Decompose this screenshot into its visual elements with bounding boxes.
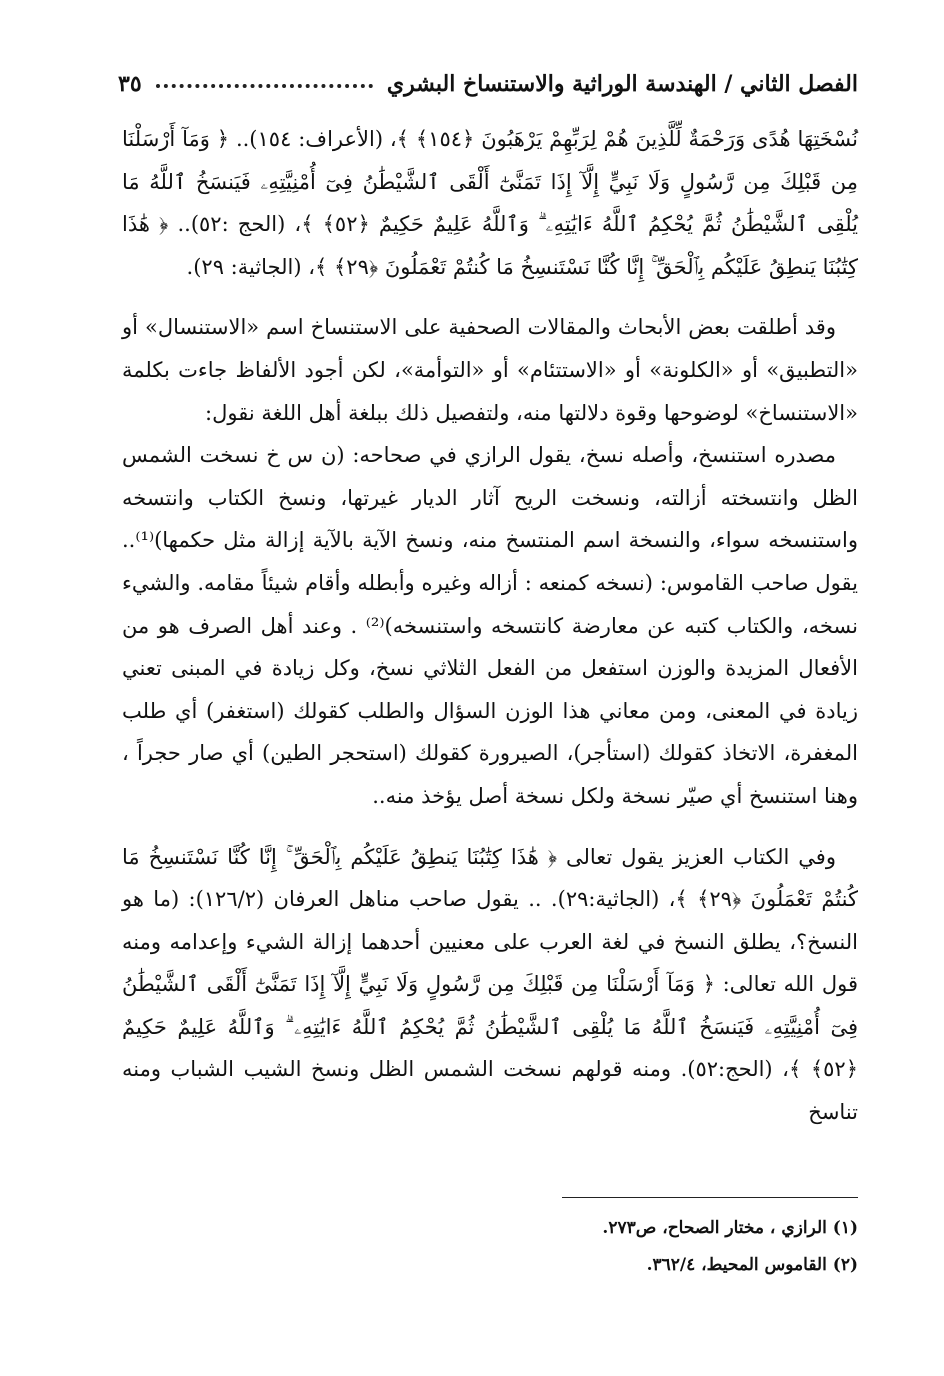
chapter-title: الفصل الثاني / الهندسة الوراثية والاستنساخ البشري (386, 71, 858, 97)
page-number: ٣٥ (118, 71, 142, 97)
paragraph-quran-usage: وفي الكتاب العزيز يقول تعالى ﴿ هَٰذَا كِتَٰبُنَا يَنطِقُ عَلَيْكُم بِٱلْحَقِّ ۚ إِنَّا كُنَّا نَسْتَنسِخُ مَا كُنتُمْ تَعْمَلُونَ ﴿٢٩﴾ ﴾، (الجاثية:٢٩). .. يقول صاحب مناهل العرفان (١٢٦/٢): (ما هو النسخ؟، يطلق النسخ في لغة العرب على معنيين أحدهما إزالة الشيء وإعدامه ومنه قول الله تعالى: ﴿ وَمَآ أَرْسَلْنَا مِن قَبْلِكَ مِن رَّسُولٍ وَلَا نَبِيٍّ إِلَّآ إِذَا تَمَنَّىٰٓ أَلْقَى ٱلشَّيْطَٰنُ فِىٓ أُمْنِيَّتِهِۦ فَيَنسَخُ ٱللَّهُ مَا يُلْقِى ٱلشَّيْطَٰنُ ثُمَّ يُحْكِمُ ٱللَّهُ ءَايَٰتِهِۦ ۗ وَٱللَّهُ عَلِيمٌ حَكِيمٌ ﴿٥٢﴾ ﴾، (الحج:٥٢). ومنه قولهم نسخت الشمس الظل ونسخ الشيب الشباب ومنه تناسخ (122, 844, 858, 1125)
footnote-2: (٢) القاموس المحيط، ٣٦٢/٤. (646, 1255, 858, 1275)
footnotes (300, 1210, 858, 1284)
paragraph-terminology: وقد أطلقت بعض الأبحاث والمقالات الصحفية على الاستنساخ اسم «الاستنسال» أو «التطبيق» أو «الكلونة» أو «الاستتئام» أو «التوأمة»، لكن أجود الألفاظ جاءت بكلمة «الاستنساخ» لوضوحها وقوة دلالتها منه، ولتفصيل ذلك ببلغة أهل اللغة نقول: (122, 315, 858, 425)
footnote-1: (١) الرازي ، مختار الصحاح، ص٢٧٣. (602, 1218, 858, 1238)
header-dotted-leader (156, 80, 373, 88)
main-text (122, 118, 858, 1134)
footnote-separator (562, 1197, 858, 1198)
running-header (118, 62, 858, 106)
paragraph-quran-verses: نُسْخَتِهَا هُدًى وَرَحْمَةٌ لِّلَّذِينَ هُمْ لِرَبِّهِمْ يَرْهَبُونَ ﴿١٥٤﴾ ﴾، (الأعراف: ١٥٤).. ﴿ وَمَآ أَرْسَلْنَا مِن قَبْلِكَ مِن رَّسُولٍ وَلَا نَبِيٍّ إِلَّآ إِذَا تَمَنَّىٰٓ أَلْقَى ٱلشَّيْطَٰنُ فِىٓ أُمْنِيَّتِهِۦ فَيَنسَخُ ٱللَّهُ مَا يُلْقِى ٱلشَّيْطَٰنُ ثُمَّ يُحْكِمُ ٱللَّهُ ءَايَٰتِهِۦ ۗ وَٱللَّهُ عَلِيمٌ حَكِيمٌ ﴿٥٢﴾ ﴾، (الحج :٥٢).. ﴿ هَٰذَا كِتَٰبُنَا يَنطِقُ عَلَيْكُم بِٱلْحَقِّ ۚ إِنَّا كُنَّا نَسْتَنسِخُ مَا كُنتُمْ تَعْمَلُونَ ﴿٢٩﴾ ﴾، (الجاثية: ٢٩). (122, 127, 859, 279)
paragraph-etymology: مصدره استنسخ، وأصله نسخ، يقول الرازي في صحاحه: (ن س خ نسخت الشمس الظل وانتسخته أزالته، ونسخت الريح آثار الديار غيرتها، ونسخ الكتاب وانتسخه واستنسخه سواء، والنسخة اسم المنتسخ منه، ونسخ الآية بالآية إزالة مثل حكمها)⁽¹⁾.. يقول صاحب القاموس: (نسخه كمنعه : أزاله وغيره وأبطله وأقام شيئاً مقامه. والشيء نسخه، والكتاب كتبه عن معارضة كانتسخه واستنسخه)⁽²⁾ . وعند أهل الصرف هو من الأفعال المزيدة والوزن استفعل من الفعل الثلاثي نسخ، وكل زيادة في المبنى تعني زيادة في المعنى، ومن معاني هذا الوزن السؤال والطلب كقولك (استغفر) أي طلب المغفرة، الاتخاذ كقولك (استأجر)، الصيرورة كقولك (استحجر الطين) أي صار حجراً ، وهنا استنسخ أي صيّر نسخة ولكل نسخة أصل يؤخذ منه.. (122, 443, 859, 808)
